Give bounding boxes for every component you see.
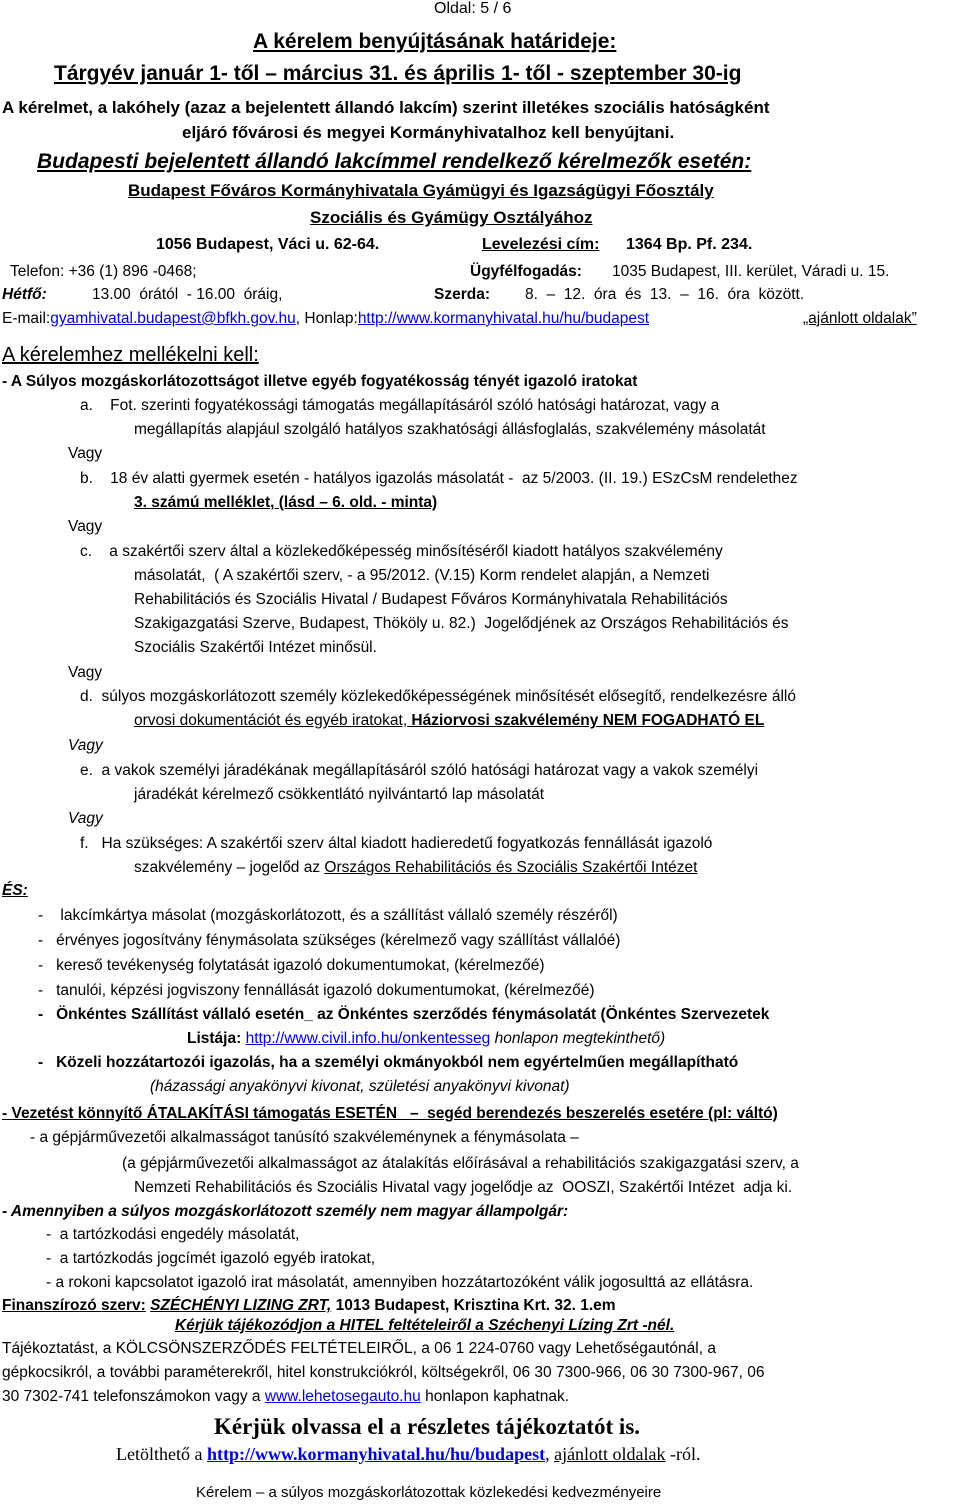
download-end: -ról. (665, 1444, 701, 1464)
wednesday-hours: 8. – 12. óra és 13. – 16. óra között. (525, 286, 805, 303)
info-line-3-tail: honlapon kaphatnak. (420, 1388, 570, 1405)
office-address: 1056 Budapest, Váci u. 62-64. (156, 236, 380, 253)
conversion-heading: - Vezetést könnyítő ÁTALAKÍTÁSI támogatás ESETÉN – segéd berendezés beszerelés esetére (pl: váltó) (2, 1105, 778, 1122)
item-f-1: f. Ha szükséges: A szakértői szerv által kiadott hadieredetű fogyatkozás fennállását igazoló (80, 835, 713, 852)
office-name-1: Budapest Főváros Kormányhivatala Gyámügyi és Igazságügyi Főosztály (128, 181, 714, 200)
and-label: ÉS: (2, 882, 28, 899)
foreign-item-2: - a tartózkodás jogcímét igazoló egyéb iratokat, (46, 1250, 376, 1267)
email-label: E-mail: (2, 310, 51, 327)
info-line-3-text: 30 7302-741 telefonszámokon vagy a (2, 1388, 265, 1405)
deadline-subtitle: Tárgyév január 1- től – március 31. és április 1- től - szeptember 30-ig (54, 62, 742, 85)
financing-note: Kérjük tájékozódjon a HITEL feltételeiről a Széchenyi Lízing Zrt -nél. (175, 1317, 675, 1334)
item-c-3: Rehabilitációs és Szociális Hivatal / Budapest Főváros Kormányhivatala Rehabilitációs (134, 591, 728, 608)
recommended-pages: „ajánlott oldalak” (803, 310, 917, 327)
item-f-2-text: szakvélemény – jogelőd az (134, 859, 325, 876)
item-b-1: b. 18 év alatti gyermek esetén - hatályos igazolás másolatát - az 5/2003. (II. 19.) ESzCsM rendelethez (80, 470, 798, 487)
foreign-item-3: - a rokoni kapcsolatot igazoló irat másolatát, amennyiben hozzátartozóként válik jogosulttá az ellátásra. (46, 1274, 754, 1291)
intro-line-2: eljáró fővárosi és megyei Kormányhivatalhoz kell benyújtani. (182, 123, 675, 142)
item-e-1: e. a vakok személyi járadékának megállapításáról szóló hatósági határozat vagy a vakok személyi (80, 762, 759, 779)
client-address: 1035 Budapest, III. kerület, Váradi u. 15. (612, 263, 890, 280)
web-link[interactable]: http://www.kormanyhivatal.hu/hu/budapest (357, 310, 650, 327)
budapest-heading: Budapesti bejelentett állandó lakcímmel rendelkező kérelmezők esetén: (37, 150, 752, 173)
medical-docs: orvosi dokumentációt és egyéb iratokat, (134, 712, 408, 729)
client-hours-label: Ügyfélfogadás: (470, 263, 582, 280)
item-d-1: d. súlyos mozgáskorlátozott személy közlekedőképességének minősítését elősegítő, rendelkezésre álló (80, 688, 796, 705)
volunteer-list-link[interactable]: http://www.civil.info.hu/onkentesseg (245, 1030, 491, 1047)
or-5: Vagy (68, 810, 103, 827)
item-a-1: a. Fot. szerinti fogyatékossági támogatás megállapításáról szóló hatósági határozat, vagy a (80, 397, 720, 414)
item-e-2: járadékát kérelmező csökkentlátó nyilvántartó lap másolatát (134, 786, 545, 803)
or-1: Vagy (68, 445, 103, 462)
or-2: Vagy (68, 518, 103, 535)
conversion-line-1: - a gépjárművezetői alkalmasságot tanúsító szakvéleménynek a fénymásolata – (30, 1129, 579, 1146)
download-link[interactable]: http://www.kormanyhivatal.hu/hu/budapest (206, 1444, 546, 1464)
and-item-license: - érvényes jogosítvány fénymásolata szükséges (kérelmező vagy szállítást vállalóé) (38, 932, 621, 949)
volunteer-list-label: Listája: (187, 1030, 246, 1047)
info-line-2: gépkocsikról, a további paraméterekről, hitel konstrukciókról, költségekről, 06 30 7300-966, 06 30 7300-967, 06 (2, 1364, 765, 1381)
contact-line (2, 310, 649, 328)
attachments-main: - A Súlyos mozgáskorlátozottságot illetve egyéb fogyatékosság tényét igazoló iratokat (2, 373, 638, 390)
download-recommended: ajánlott oldalak (554, 1444, 666, 1464)
and-item-employment: - kereső tevékenység folytatását igazoló dokumentumokat, (kérelmezőé) (38, 957, 545, 974)
or-4: Vagy (68, 737, 103, 754)
item-c-2: másolatát, ( A szakértői szerv, - a 95/2012. (V.15) Korm rendelet alapján, a Nemzeti (134, 567, 710, 584)
office-name-2: Szociális és Gyámügy Osztályához (310, 208, 593, 227)
page-number: Oldal: 5 / 6 (434, 0, 512, 17)
item-c-5: Szociális Szakértői Intézet minősül. (134, 639, 377, 656)
and-item-kinship: - Közeli hozzátartozói igazolás, ha a személyi okmányokból nem egyértelműen megállapítható (38, 1054, 739, 1071)
and-item-volunteer: - Önkéntes Szállítást vállaló esetén_ az Önkéntes szerződés fénymásolatát (Önkéntes Szervezetek (38, 1006, 770, 1023)
web-label: , Honlap: (295, 310, 358, 327)
conversion-line-3: Nemzeti Rehabilitációs és Szociális Hivatal vagy jogelődje az OOSZI, Szakértői Intézet adja ki. (134, 1179, 793, 1196)
item-d-2 (134, 712, 764, 730)
financing-label: Finanszírozó szerv: (2, 1297, 146, 1314)
lehetosegauto-link[interactable]: www.lehetosegauto.hu (264, 1388, 421, 1405)
phone: Telefon: +36 (1) 896 -0468; (10, 263, 197, 280)
monday-label: Hétfő: (2, 286, 47, 303)
wednesday-label: Szerda: (434, 286, 490, 303)
postal-label: Levelezési cím: (482, 236, 600, 253)
kinship-note: (házassági anyakönyvi kivonat, születési anyakönyvi kivonat) (150, 1078, 570, 1095)
item-b-2: 3. számú melléklet, (lásd – 6. old. - minta) (134, 494, 438, 511)
item-c-1: c. a szakértői szerv által a közlekedőképesség minősítéséről kiadott hatályos szakvélemény (80, 543, 723, 560)
download-sep: , (545, 1444, 555, 1464)
gp-opinion-not-accepted: Háziorvosi szakvélemény NEM FOGADHATÓ EL (407, 712, 765, 729)
volunteer-list-suffix: honlapon megtekinthető) (490, 1030, 666, 1047)
foreign-heading: - Amennyiben a súlyos mozgáskorlátozott személy nem magyar állampolgár: (2, 1203, 569, 1220)
monday-hours: 13.00 órától - 16.00 óráig, (92, 286, 283, 303)
info-line-1: Tájékoztatást, a KÖLCSÖNSZERZŐDÉS FELTÉTELEIRŐL, a 06 1 224-0760 vagy Lehetőségautónál, a (2, 1340, 716, 1357)
and-item-address-card: - lakcímkártya másolat (mozgáskorlátozott, és a szállítást vállaló személy részéről) (38, 907, 618, 924)
download-line (116, 1444, 701, 1465)
intro-line-1: A kérelmet, a lakóhely (azaz a bejelentett állandó lakcím) szerint illetékes szociális hatóságként (2, 98, 770, 117)
page-title: A kérelem benyújtásának határideje: (253, 30, 617, 53)
and-item-student: - tanulói, képzési jogviszony fennállását igazoló dokumentumokat, (kérelmezőé) (38, 982, 595, 999)
info-line-3 (2, 1388, 569, 1406)
conversion-line-2: (a gépjárművezetői alkalmasságot az átalakítás előírásával a rehabilitációs szakigazgatási szerv, a (122, 1155, 799, 1172)
financing-line (2, 1297, 616, 1315)
foreign-item-1: - a tartózkodási engedély másolatát, (46, 1226, 300, 1243)
download-prefix: Letölthető a (116, 1444, 207, 1464)
item-c-4: Szakigazgatási Szerve, Budapest, Thököly u. 82.) Jogelődjének az Országos Rehabilitációs és (134, 615, 789, 632)
postal-address: 1364 Bp. Pf. 234. (626, 236, 753, 253)
item-a-2: megállapítás alapjául szolgáló hatályos szakhatósági állásfoglalás, szakvélemény másolatát (134, 421, 766, 438)
item-f-2 (134, 859, 697, 877)
email-link[interactable]: gyamhivatal.budapest@bfkh.gov.hu (50, 310, 296, 327)
volunteer-list-line (187, 1030, 665, 1048)
attachments-heading: A kérelemhez mellékelni kell: (2, 344, 259, 366)
read-details-note: Kérjük olvassa el a részletes tájékoztatót is. (214, 1414, 641, 1439)
item-f-2-institute: Országos Rehabilitációs és Szociális Szakértői Intézet (324, 859, 698, 876)
financing-name: SZÉCHÉNYI LIZING ZRT, (150, 1297, 332, 1314)
running-footer: Kérelem – a súlyos mozgáskorlátozottak közlekedési kedvezményeire (196, 1484, 662, 1501)
financing-address: 1013 Budapest, Krisztina Krt. 32. 1.em (331, 1297, 616, 1314)
or-3: Vagy (68, 664, 103, 681)
